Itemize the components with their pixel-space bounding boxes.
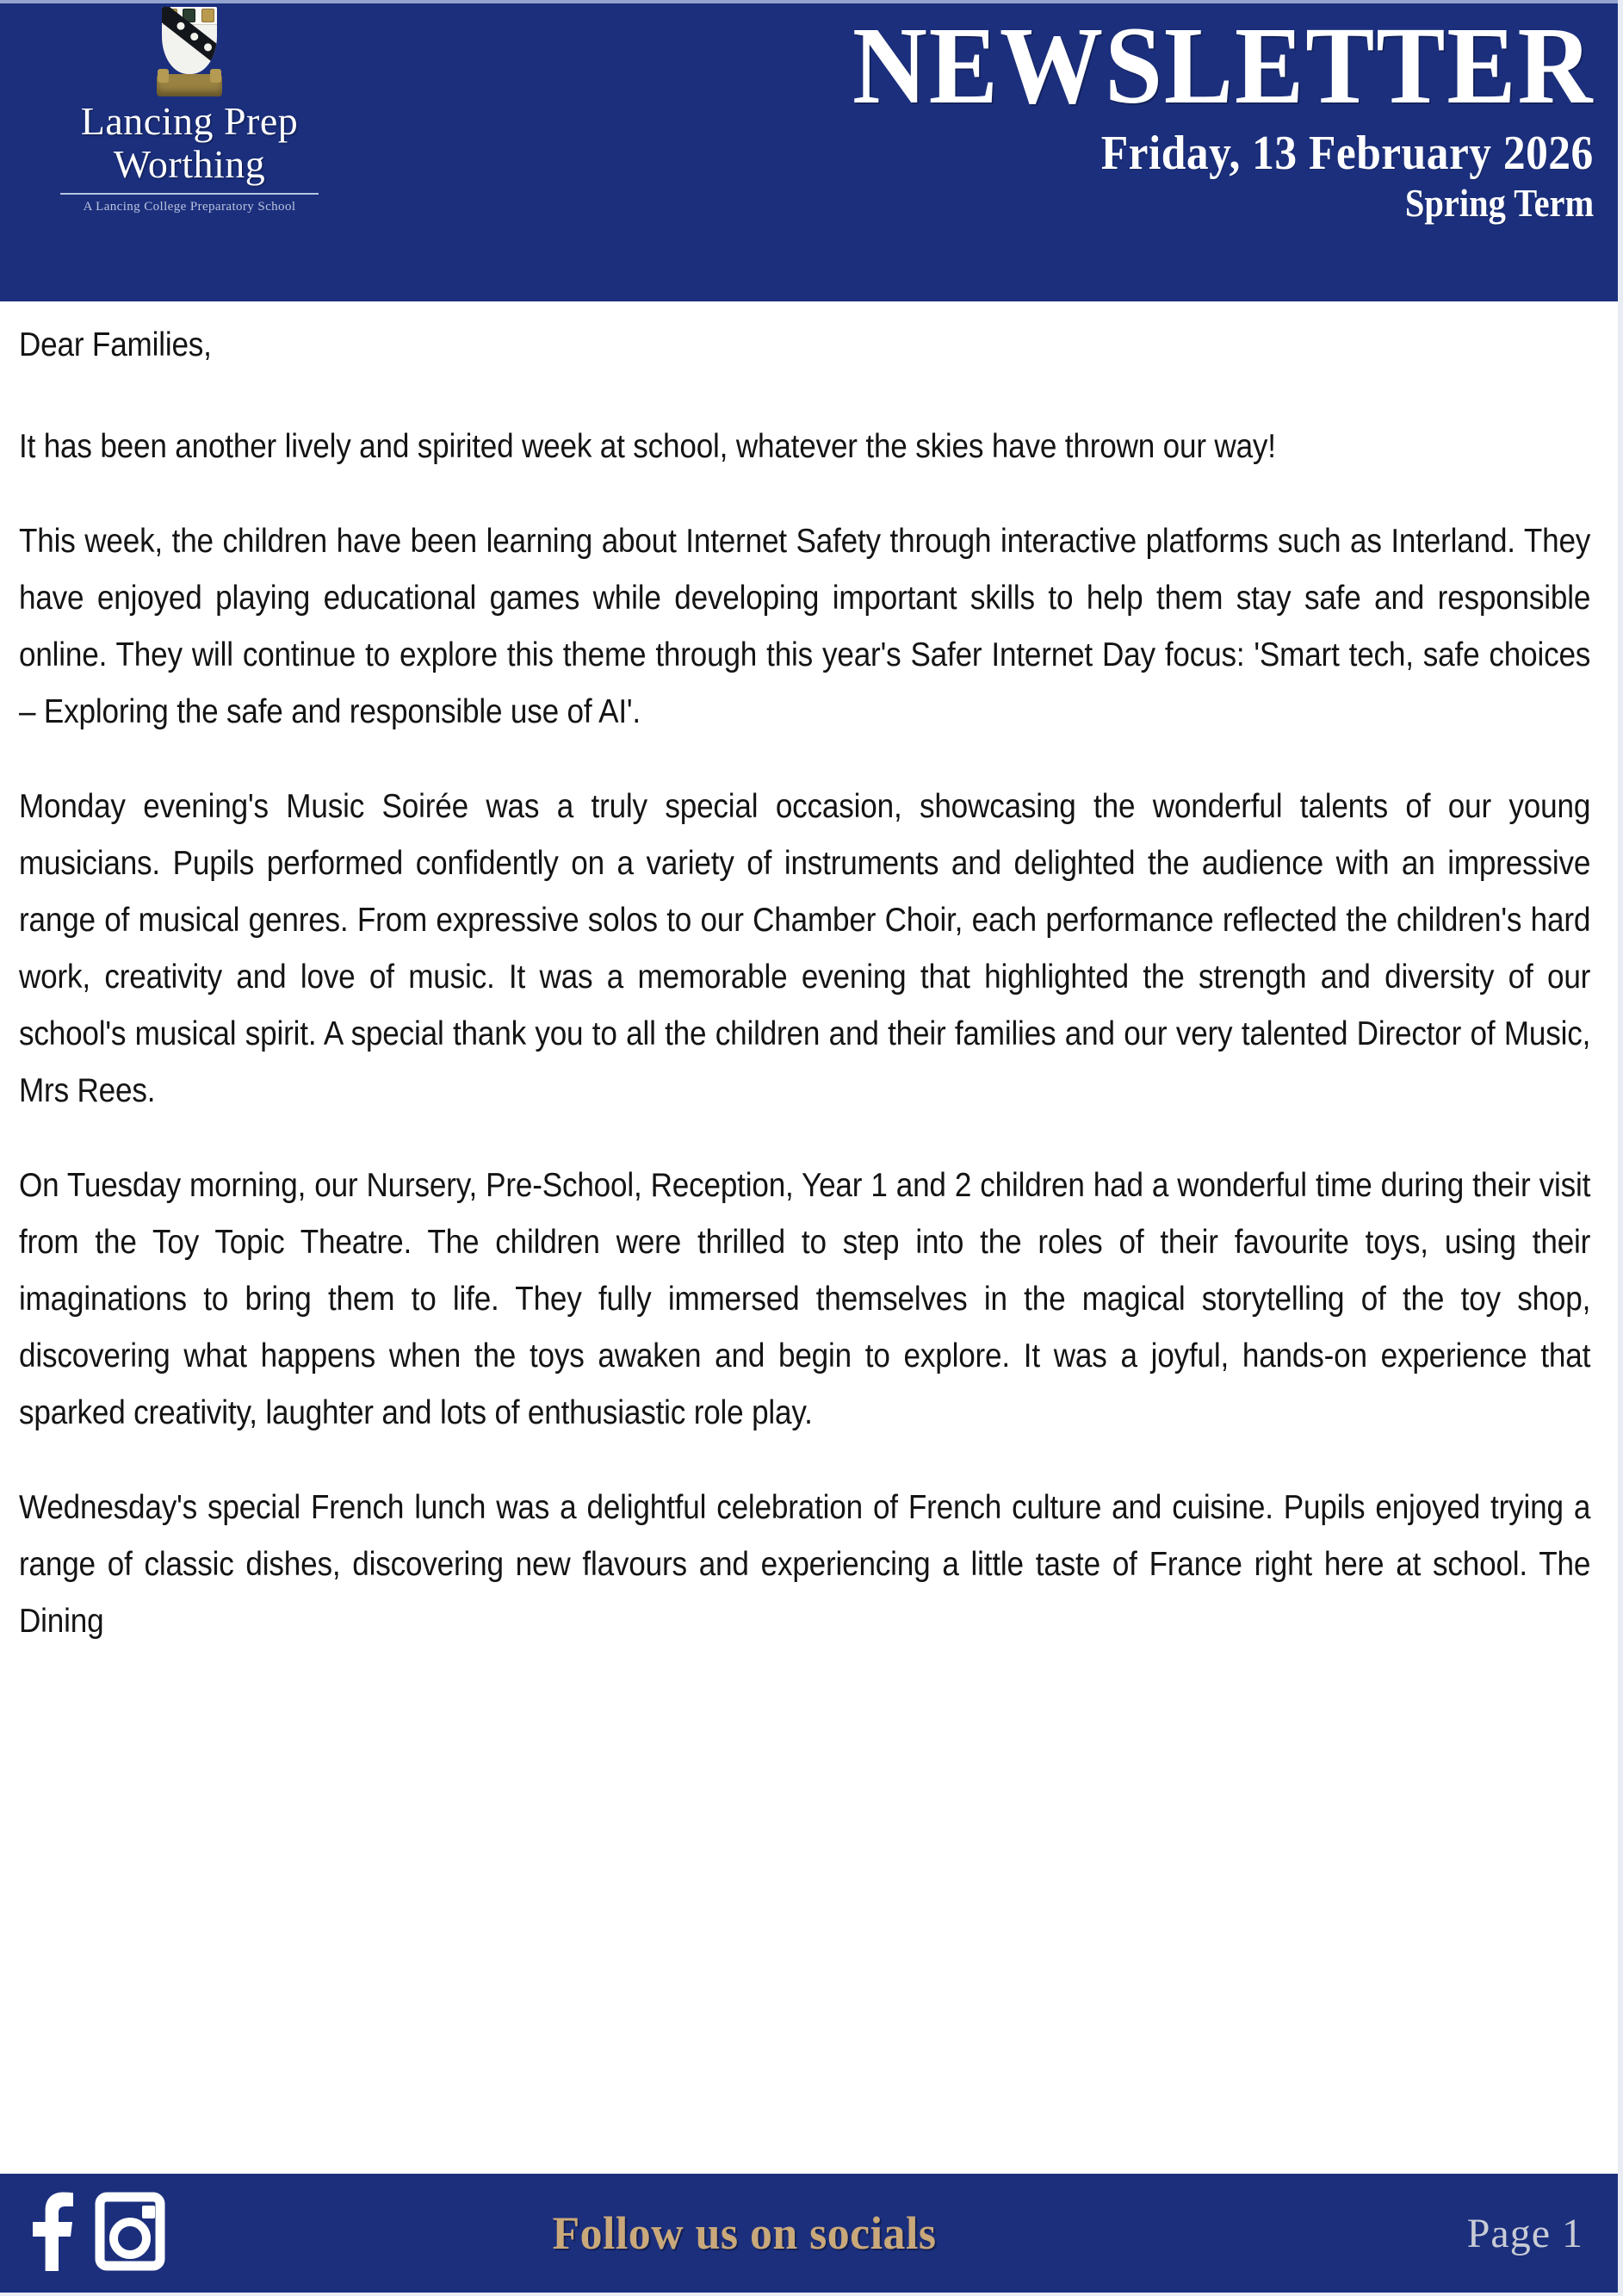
masthead (0, 0, 1618, 301)
newsletter-date: Friday, 13 February 2026 (1100, 127, 1594, 180)
salutation: Dear Families, (19, 326, 212, 363)
newsletter-body (0, 301, 1618, 2174)
logo-divider (60, 193, 319, 195)
crest-pip-3 (202, 42, 214, 53)
school-logo (0, 0, 379, 301)
social-links (26, 2192, 165, 2275)
paragraph-french-lunch: Wednesday's special French lunch was a delightful celebration of French culture and cuisine. Pupils enjoyed trying a range of classic dishes, discovering new flavours and experiencing a little taste of France right here at school. The Dining (19, 1489, 1591, 1640)
logo-name-line-2: Worthing (113, 142, 266, 186)
school-crest-icon (157, 5, 222, 98)
logo-tagline: A Lancing College Preparatory School (83, 200, 296, 214)
paragraph-internet-safety: This week, the children have been learning about Internet Safety through interactive platforms such as Interland. They have enjoyed playing educational games while developing important skills to help them stay safe and responsible online. They will continue to explore this theme through this year's Safer Internet Day focus: 'Smart tech, safe choices – Exploring the safe and responsible use of AI'. (19, 523, 1591, 730)
instagram-icon[interactable] (95, 2192, 165, 2275)
newsletter-title: NEWSLETTER (852, 4, 1594, 127)
logo-name-line-1: Lancing Prep (80, 99, 299, 143)
crest-charge-right (201, 9, 214, 22)
newsletter-term: Spring Term (1404, 181, 1594, 225)
crest-pip-1 (176, 21, 187, 32)
paragraph-intro: It has been another lively and spirited week at school, whatever the skies have thrown our way! (19, 428, 1276, 465)
footer (0, 2174, 1618, 2293)
paragraph-music-soiree: Monday evening's Music Soirée was a truly special occasion, showcasing the wonderful talents of our young musicians. Pupils performed confidently on a variety of instruments and delighted the audience with an impressive range of musical genres. From expressive solos to our Chamber Choir, each performance reflected the children's hard work, creativity and love of music. It was a memorable evening that highlighted the strength and diversity of our school's musical spirit. A special thank you to all the children and their families and our very talented Director of Music, Mrs Rees. (19, 788, 1591, 1109)
masthead-title-block (379, 0, 1618, 301)
crest-shield (162, 7, 217, 74)
follow-us-label: Follow us on socials (552, 2207, 937, 2259)
page-number: Page 1 (1466, 2210, 1583, 2256)
paragraph-toy-topic-theatre: On Tuesday morning, our Nursery, Pre-School, Reception, Year 1 and 2 children had a wonderful time during their visit from the Toy Topic Theatre. The children were thrilled to step into the roles of their favourite toys, using their imaginations to bring them to life. They fully immersed themselves in the magical storytelling of the toy shop, discovering what happens when the toys awaken and begin to explore. It was a joyful, hands-on experience that sparked creativity, laughter and lots of enthusiastic role play. (19, 1167, 1591, 1431)
crest-pip-2 (189, 31, 200, 42)
facebook-icon[interactable] (26, 2192, 79, 2275)
crest-scroll (157, 74, 222, 96)
